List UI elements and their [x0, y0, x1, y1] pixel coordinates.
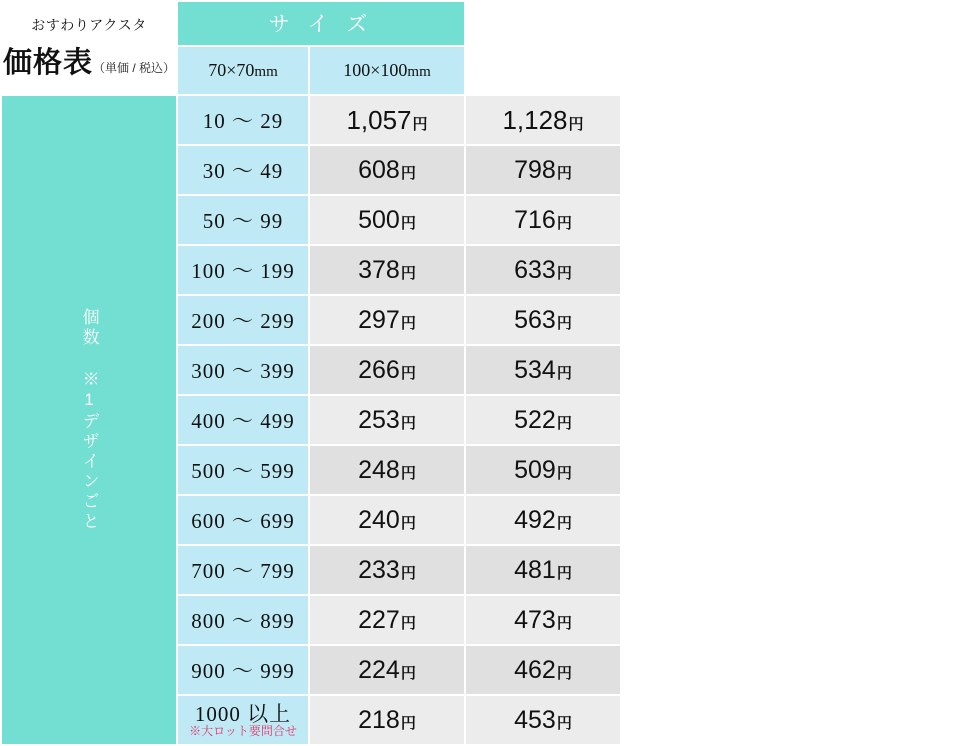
price-cell-70 — [310, 96, 464, 144]
price-table-title — [2, 40, 176, 81]
size-column-header-1-unit: mm — [254, 63, 278, 80]
size-column-header-1-label: 70×70 — [208, 59, 255, 80]
price-cell-100 — [466, 346, 620, 394]
quantity-range-cell: 10 〜 29 — [178, 96, 308, 144]
price-value: 378 — [358, 255, 400, 284]
price-cell-100 — [466, 646, 620, 694]
currency-unit: 円 — [556, 164, 572, 182]
currency-unit: 円 — [556, 414, 572, 432]
price-cell-100 — [466, 146, 620, 194]
price-cell-70 — [310, 346, 464, 394]
price-value: 798 — [514, 155, 556, 184]
product-name-label: おすわりアクスタ — [31, 17, 147, 33]
price-value: 522 — [514, 405, 556, 434]
price-value: 462 — [514, 655, 556, 684]
currency-unit: 円 — [556, 714, 572, 732]
quantity-axis-label-text: 個数 ※1デザインごと — [79, 308, 99, 532]
price-value: 481 — [514, 555, 556, 584]
price-value: 218 — [358, 705, 400, 734]
price-cell-70 — [310, 446, 464, 494]
quantity-range-cell: 500 〜 599 — [178, 446, 308, 494]
price-cell-100 — [466, 596, 620, 644]
currency-unit: 円 — [400, 264, 416, 282]
price-cell-70 — [310, 646, 464, 694]
price-value: 1,057 — [346, 104, 412, 135]
price-cell-100 — [466, 446, 620, 494]
currency-unit: 円 — [400, 314, 416, 332]
price-cell-100 — [466, 396, 620, 444]
price-value: 248 — [358, 455, 400, 484]
price-cell-70 — [310, 146, 464, 194]
quantity-range-text: 1000 以上 — [194, 701, 292, 726]
quantity-axis-label — [2, 96, 176, 744]
price-cell-70 — [310, 546, 464, 594]
currency-unit: 円 — [556, 264, 572, 282]
price-value: 509 — [514, 455, 556, 484]
price-value: 534 — [514, 355, 556, 384]
table-header-row-group — [2, 2, 620, 45]
quantity-range-cell: 200 〜 299 — [178, 296, 308, 344]
price-cell-70 — [310, 696, 464, 744]
price-cell-100 — [466, 496, 620, 544]
currency-unit: 円 — [556, 214, 572, 232]
currency-unit: 円 — [400, 414, 416, 432]
price-cell-70 — [310, 296, 464, 344]
currency-unit: 円 — [556, 564, 572, 582]
size-column-header-2 — [310, 47, 464, 94]
price-table-title-text: 価格表 — [2, 47, 93, 79]
price-value: 473 — [514, 605, 556, 634]
currency-unit: 円 — [556, 514, 572, 532]
quantity-range-cell: 900 〜 999 — [178, 646, 308, 694]
currency-unit: 円 — [400, 664, 416, 682]
price-value: 492 — [514, 505, 556, 534]
currency-unit: 円 — [400, 214, 416, 232]
price-cell-100 — [466, 696, 620, 744]
currency-unit: 円 — [556, 364, 572, 382]
quantity-range-cell: 600 〜 699 — [178, 496, 308, 544]
quantity-range-cell: 700 〜 799 — [178, 546, 308, 594]
quantity-range-cell: 50 〜 99 — [178, 196, 308, 244]
currency-unit: 円 — [412, 115, 428, 133]
currency-unit: 円 — [400, 564, 416, 582]
quantity-range-cell: 800 〜 899 — [178, 596, 308, 644]
price-value: 240 — [358, 505, 400, 534]
price-value: 453 — [514, 705, 556, 734]
price-cell-70 — [310, 396, 464, 444]
size-column-header-1 — [178, 47, 308, 94]
price-cell-100 — [466, 196, 620, 244]
price-value: 608 — [358, 155, 400, 184]
size-column-header-2-label: 100×100 — [343, 59, 408, 80]
price-value: 253 — [358, 405, 400, 434]
price-value: 266 — [358, 355, 400, 384]
price-value: 224 — [358, 655, 400, 684]
price-value: 563 — [514, 305, 556, 334]
currency-unit: 円 — [556, 664, 572, 682]
quantity-range-cell — [178, 696, 308, 744]
currency-unit: 円 — [568, 115, 584, 133]
price-cell-70 — [310, 596, 464, 644]
price-cell-70 — [310, 496, 464, 544]
currency-unit: 円 — [400, 364, 416, 382]
currency-unit: 円 — [556, 464, 572, 482]
size-column-header-2-unit: mm — [407, 63, 431, 80]
currency-unit: 円 — [400, 164, 416, 182]
price-cell-70 — [310, 246, 464, 294]
quantity-range-note: ※大ロット要問合せ — [189, 723, 297, 738]
price-value: 297 — [358, 305, 400, 334]
currency-unit: 円 — [400, 514, 416, 532]
quantity-range-cell: 400 〜 499 — [178, 396, 308, 444]
table-title-cell — [2, 2, 176, 94]
currency-unit: 円 — [400, 714, 416, 732]
price-cell-100 — [466, 96, 620, 144]
price-cell-100 — [466, 246, 620, 294]
price-table-title-note: （単価 / 税込） — [93, 61, 176, 75]
currency-unit: 円 — [400, 464, 416, 482]
quantity-range-cell: 30 〜 49 — [178, 146, 308, 194]
table-row — [2, 96, 620, 144]
price-value: 500 — [358, 205, 400, 234]
quantity-range-cell: 100 〜 199 — [178, 246, 308, 294]
price-value: 1,128 — [502, 104, 568, 135]
price-value: 227 — [358, 605, 400, 634]
currency-unit: 円 — [400, 614, 416, 632]
price-cell-100 — [466, 296, 620, 344]
quantity-range-cell: 300 〜 399 — [178, 346, 308, 394]
price-cell-100 — [466, 546, 620, 594]
price-value: 633 — [514, 255, 556, 284]
price-cell-70 — [310, 196, 464, 244]
size-group-header: サ イ ズ — [178, 2, 464, 45]
price-value: 233 — [358, 555, 400, 584]
currency-unit: 円 — [556, 614, 572, 632]
currency-unit: 円 — [556, 314, 572, 332]
price-value: 716 — [514, 205, 556, 234]
